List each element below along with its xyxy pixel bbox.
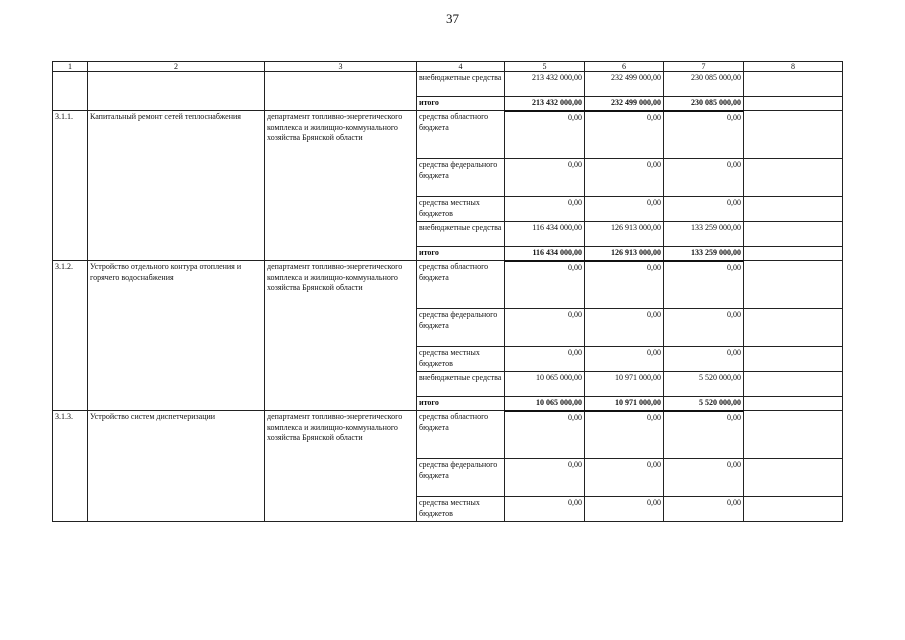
header-cell-5: 5	[505, 62, 585, 72]
year-2019-cell: 0,00	[505, 347, 585, 372]
header-cell-1: 1	[53, 62, 88, 72]
year-2021-cell: 0,00	[664, 459, 744, 497]
item-executor-cell: департамент топливно-энергетического комплекса и жилищно-коммунального хозяйства Брянской области	[265, 411, 417, 522]
funding-source-cell: итого	[417, 247, 505, 261]
header-cell-3: 3	[265, 62, 417, 72]
table-row	[53, 72, 843, 97]
funding-source-cell: итого	[417, 97, 505, 111]
year-2021-cell: 230 085 000,00	[664, 72, 744, 97]
year-2019-cell: 0,00	[505, 411, 585, 459]
year-2019-cell: 213 432 000,00	[505, 72, 585, 97]
column-8-cell	[744, 397, 843, 411]
column-8-cell	[744, 459, 843, 497]
year-2021-cell: 0,00	[664, 159, 744, 197]
year-2021-cell: 5 520 000,00	[664, 397, 744, 411]
year-2019-cell: 116 434 000,00	[505, 247, 585, 261]
table-body	[53, 72, 843, 522]
year-2020-cell: 0,00	[585, 197, 664, 222]
column-8-cell	[744, 222, 843, 247]
year-2021-cell: 133 259 000,00	[664, 222, 744, 247]
funding-source-cell: средства федерального бюджета	[417, 309, 505, 347]
year-2019-cell: 0,00	[505, 459, 585, 497]
item-name-cell: Капитальный ремонт сетей теплоснабжения	[88, 111, 265, 261]
year-2020-cell: 0,00	[585, 111, 664, 159]
year-2020-cell: 0,00	[585, 309, 664, 347]
year-2020-cell: 126 913 000,00	[585, 247, 664, 261]
year-2021-cell: 0,00	[664, 497, 744, 522]
header-cell-6: 6	[585, 62, 664, 72]
funding-source-cell: средства местных бюджетов	[417, 197, 505, 222]
funding-source-cell: средства областного бюджета	[417, 111, 505, 159]
year-2020-cell: 126 913 000,00	[585, 222, 664, 247]
funding-source-cell: итого	[417, 397, 505, 411]
funding-source-cell: средства федерального бюджета	[417, 459, 505, 497]
page-number: 37	[446, 11, 459, 26]
year-2019-cell: 0,00	[505, 309, 585, 347]
year-2019-cell: 0,00	[505, 197, 585, 222]
year-2020-cell: 10 971 000,00	[585, 397, 664, 411]
column-8-cell	[744, 247, 843, 261]
year-2021-cell: 0,00	[664, 411, 744, 459]
item-name-cell: Устройство отдельного контура отопления и горячего водоснабжения	[88, 261, 265, 411]
year-2019-cell: 0,00	[505, 497, 585, 522]
year-2021-cell: 0,00	[664, 347, 744, 372]
column-8-cell	[744, 197, 843, 222]
funding-source-cell: средства федерального бюджета	[417, 159, 505, 197]
carryover-name-cell	[88, 72, 265, 111]
year-2021-cell: 133 259 000,00	[664, 247, 744, 261]
year-2021-cell: 230 085 000,00	[664, 97, 744, 111]
year-2020-cell: 10 971 000,00	[585, 372, 664, 397]
funding-source-cell: средства местных бюджетов	[417, 347, 505, 372]
year-2021-cell: 5 520 000,00	[664, 372, 744, 397]
year-2021-cell: 0,00	[664, 111, 744, 159]
column-8-cell	[744, 261, 843, 309]
item-number-cell: 3.1.3.	[53, 411, 88, 522]
header-cell-8: 8	[744, 62, 843, 72]
funding-source-cell: внебюджетные средства	[417, 72, 505, 97]
column-8-cell	[744, 497, 843, 522]
table-row	[53, 411, 843, 459]
funding-source-cell: внебюджетные средства	[417, 222, 505, 247]
column-8-cell	[744, 411, 843, 459]
column-8-cell	[744, 97, 843, 111]
table-row	[53, 111, 843, 159]
header-cell-2: 2	[88, 62, 265, 72]
year-2021-cell: 0,00	[664, 261, 744, 309]
carryover-no-cell	[53, 72, 88, 111]
year-2019-cell: 116 434 000,00	[505, 222, 585, 247]
year-2020-cell: 0,00	[585, 159, 664, 197]
column-8-cell	[744, 72, 843, 97]
year-2021-cell: 0,00	[664, 309, 744, 347]
year-2020-cell: 0,00	[585, 497, 664, 522]
year-2020-cell: 232 499 000,00	[585, 72, 664, 97]
year-2019-cell: 10 065 000,00	[505, 397, 585, 411]
item-executor-cell: департамент топливно-энергетического комплекса и жилищно-коммунального хозяйства Брянской области	[265, 111, 417, 261]
funding-source-cell: средства местных бюджетов	[417, 497, 505, 522]
year-2020-cell: 0,00	[585, 411, 664, 459]
year-2019-cell: 10 065 000,00	[505, 372, 585, 397]
item-name-cell: Устройство систем диспетчеризации	[88, 411, 265, 522]
budget-table	[52, 61, 843, 522]
column-8-cell	[744, 309, 843, 347]
year-2019-cell: 0,00	[505, 111, 585, 159]
year-2019-cell: 213 432 000,00	[505, 97, 585, 111]
item-executor-cell: департамент топливно-энергетического комплекса и жилищно-коммунального хозяйства Брянской области	[265, 261, 417, 411]
item-number-cell: 3.1.1.	[53, 111, 88, 261]
carryover-executor-cell	[265, 72, 417, 111]
column-8-cell	[744, 347, 843, 372]
year-2019-cell: 0,00	[505, 159, 585, 197]
header-row	[53, 62, 843, 72]
year-2020-cell: 0,00	[585, 459, 664, 497]
funding-source-cell: внебюджетные средства	[417, 372, 505, 397]
funding-source-cell: средства областного бюджета	[417, 261, 505, 309]
table-row	[53, 261, 843, 309]
column-8-cell	[744, 111, 843, 159]
year-2020-cell: 0,00	[585, 261, 664, 309]
header-cell-7: 7	[664, 62, 744, 72]
year-2021-cell: 0,00	[664, 197, 744, 222]
year-2019-cell: 0,00	[505, 261, 585, 309]
item-number-cell: 3.1.2.	[53, 261, 88, 411]
column-8-cell	[744, 159, 843, 197]
year-2020-cell: 232 499 000,00	[585, 97, 664, 111]
column-8-cell	[744, 372, 843, 397]
year-2020-cell: 0,00	[585, 347, 664, 372]
header-cell-4: 4	[417, 62, 505, 72]
funding-source-cell: средства областного бюджета	[417, 411, 505, 459]
